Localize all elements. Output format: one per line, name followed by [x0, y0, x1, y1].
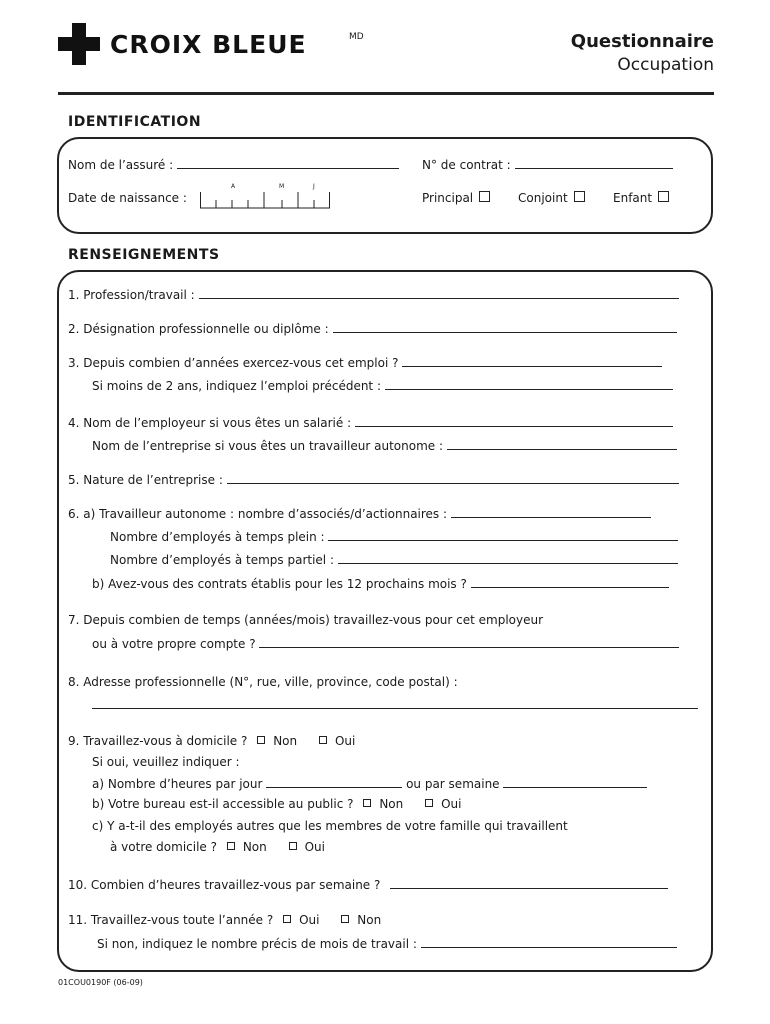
q11-oui-label: Oui	[299, 913, 320, 927]
q6c-row	[110, 552, 678, 567]
q2-row	[68, 321, 677, 336]
q7b-row	[92, 636, 679, 651]
q9f-non-label: Non	[242, 840, 267, 854]
q9d-oui-label: Oui	[441, 797, 462, 811]
renseignements-heading: RENSEIGNEMENTS	[68, 247, 220, 263]
q9f-non-checkbox[interactable]	[227, 842, 235, 850]
q11-non-label: Non	[357, 913, 382, 927]
q6b-field[interactable]	[328, 529, 678, 541]
q3b-field[interactable]	[385, 378, 673, 390]
q8-field[interactable]	[92, 697, 698, 709]
q2-label: 2. Désignation professionnelle ou diplôme :	[68, 322, 329, 336]
q4b-row	[92, 438, 677, 453]
q9c-row	[92, 776, 647, 791]
q10-row	[68, 877, 668, 892]
q2-field[interactable]	[333, 321, 677, 333]
q5-field[interactable]	[227, 472, 679, 484]
conjoint-option[interactable]	[518, 191, 585, 205]
contract-row	[422, 157, 673, 172]
principal-checkbox[interactable]	[479, 191, 490, 202]
q9d-oui-checkbox[interactable]	[425, 799, 433, 807]
q4b-field[interactable]	[447, 438, 677, 450]
principal-option[interactable]	[422, 191, 490, 205]
q7b-label: ou à votre propre compte ?	[92, 637, 256, 651]
q11-non-checkbox[interactable]	[341, 915, 349, 923]
q9d-label: b) Votre bureau est-il accessible au public ?	[92, 797, 354, 811]
q9e-label: c) Y a-t-il des employés autres que les membres de votre famille qui travaillent	[92, 819, 568, 833]
q11b-row	[97, 936, 677, 951]
q9-oui-checkbox[interactable]	[319, 736, 327, 744]
q9-non-checkbox[interactable]	[257, 736, 265, 744]
q1-row	[68, 287, 679, 302]
q9-oui-label: Oui	[334, 734, 356, 748]
birth-date-label: Date de naissance :	[68, 191, 187, 205]
q11b-label: Si non, indiquez le nombre précis de mois de travail :	[97, 937, 417, 951]
brand-name: CROIX BLEUE	[110, 30, 307, 59]
enfant-option[interactable]	[613, 191, 669, 205]
q4b-label: Nom de l’entreprise si vous êtes un travailleur autonome :	[92, 439, 444, 453]
q6-field[interactable]	[451, 506, 651, 518]
birth-date-field[interactable]	[200, 186, 330, 208]
insured-name-row	[68, 157, 399, 172]
q7-field[interactable]	[259, 636, 679, 648]
q9c-hours-week-field[interactable]	[503, 776, 647, 788]
conjoint-checkbox[interactable]	[574, 191, 585, 202]
date-day-label: J	[313, 183, 315, 190]
contract-number-field[interactable]	[515, 157, 673, 169]
brand-trademark: MD	[349, 32, 364, 42]
q3-label: 3. Depuis combien d’années exercez-vous cet emploi ?	[68, 356, 399, 370]
q8-label: 8. Adresse professionnelle (N°, rue, ville, province, code postal) :	[68, 675, 458, 689]
croix-bleue-cross-logo	[58, 23, 100, 65]
q5-row	[68, 472, 679, 487]
q9d-non-label: Non	[379, 797, 404, 811]
q3b-label: Si moins de 2 ans, indiquez l’emploi précédent :	[92, 379, 381, 393]
insured-name-field[interactable]	[177, 157, 399, 169]
enfant-label: Enfant	[613, 191, 653, 205]
q6b-label: Nombre d’employés à temps plein :	[110, 530, 325, 544]
header-rule	[58, 92, 714, 95]
conjoint-label: Conjoint	[518, 191, 568, 205]
q11-label: 11. Travaillez-vous toute l’année ?	[68, 913, 274, 927]
identification-heading: IDENTIFICATION	[68, 114, 202, 130]
q10-field[interactable]	[390, 877, 668, 889]
identification-box	[57, 137, 713, 234]
q6b-row	[110, 529, 678, 544]
q9c-label: a) Nombre d’heures par jour	[92, 777, 263, 791]
document-title: Questionnaire	[570, 31, 714, 52]
q5-label: 5. Nature de l’entreprise :	[68, 473, 223, 487]
q9-row	[68, 734, 355, 748]
q10-label: 10. Combien d’heures travaillez-vous par semaine ?	[68, 878, 381, 892]
q9f-oui-label: Oui	[304, 840, 325, 854]
q9-label: 9. Travaillez-vous à domicile ?	[68, 734, 248, 748]
q6d-label: b) Avez-vous des contrats établis pour les 12 prochains mois ?	[92, 577, 467, 591]
q3-row	[68, 355, 662, 370]
contract-label: N° de contrat :	[422, 158, 511, 172]
q1-label: 1. Profession/travail :	[68, 288, 195, 302]
q11-oui-checkbox[interactable]	[283, 915, 291, 923]
principal-label: Principal	[422, 191, 474, 205]
q9f-row	[110, 840, 325, 854]
form-code: 01COU0190F (06-09)	[58, 978, 143, 987]
q3b-row	[92, 378, 673, 393]
enfant-checkbox[interactable]	[658, 191, 669, 202]
q9d-non-checkbox[interactable]	[363, 799, 371, 807]
q6-row	[68, 506, 651, 521]
q7-label: 7. Depuis combien de temps (années/mois) travaillez-vous pour cet employeur	[68, 613, 544, 627]
q3-field[interactable]	[402, 355, 662, 367]
q8-field-row	[92, 697, 698, 712]
q6-label: 6. a) Travailleur autonome : nombre d’associés/d’actionnaires :	[68, 507, 448, 521]
q4-row	[68, 415, 673, 430]
document-subtitle: Occupation	[617, 55, 714, 75]
q9b-label: Si oui, veuillez indiquer :	[92, 755, 240, 769]
q6d-row	[92, 576, 669, 591]
q11b-field[interactable]	[421, 936, 677, 948]
q9f-label: à votre domicile ?	[110, 840, 217, 854]
date-month-label: M	[279, 183, 285, 190]
q4-label: 4. Nom de l’employeur si vous êtes un salarié :	[68, 416, 352, 430]
q6c-field[interactable]	[338, 552, 678, 564]
date-year-label: A	[231, 183, 236, 190]
q4-field[interactable]	[355, 415, 673, 427]
q6d-field[interactable]	[471, 576, 669, 588]
q9c-hours-day-field[interactable]	[266, 776, 402, 788]
q1-field[interactable]	[199, 287, 679, 299]
q9d-row	[92, 797, 461, 811]
q9f-oui-checkbox[interactable]	[289, 842, 297, 850]
q9-non-label: Non	[273, 734, 298, 748]
q9c-week-label: ou par semaine	[406, 777, 500, 791]
q6c-label: Nombre d’employés à temps partiel :	[110, 553, 334, 567]
insured-name-label: Nom de l’assuré :	[68, 158, 174, 172]
q11-row	[68, 913, 381, 927]
